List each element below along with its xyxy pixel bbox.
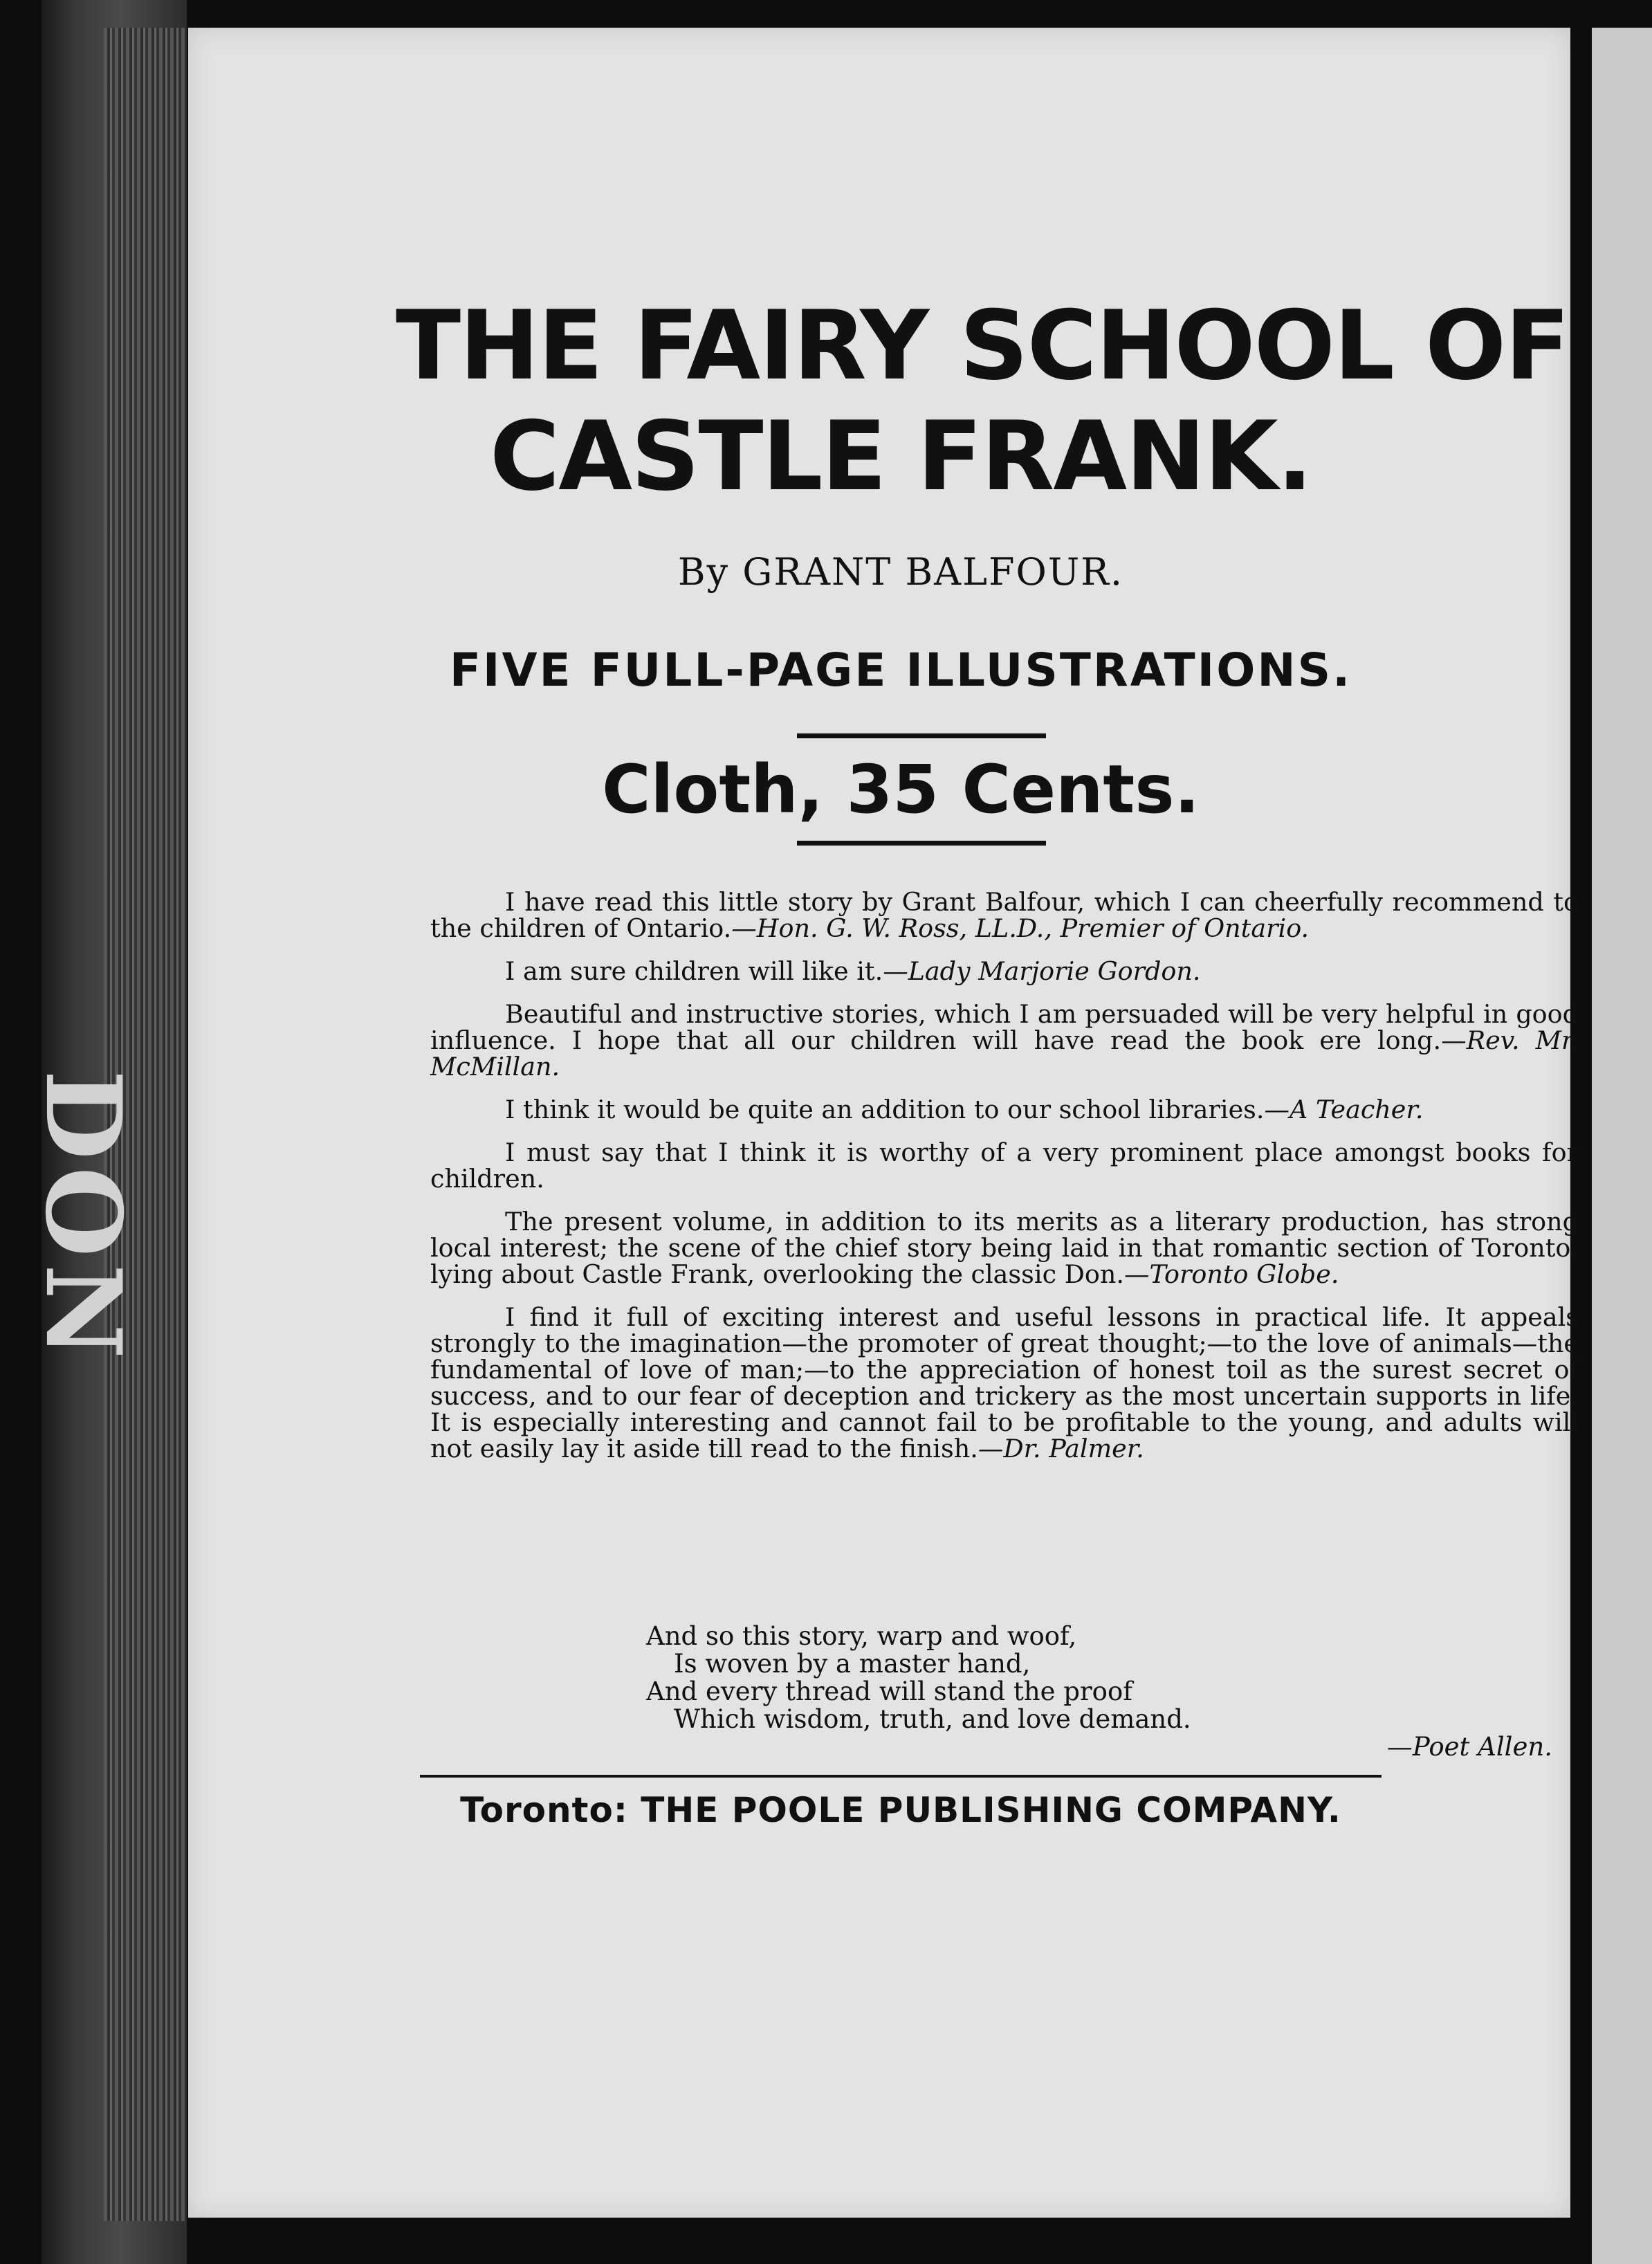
testimonial (430, 1001, 1579, 1080)
testimonial (430, 1209, 1579, 1288)
poem-attribution: —Poet Allen. (1386, 1732, 1552, 1762)
testimonial-source: —A Teacher. (1264, 1095, 1424, 1124)
poem-line: And every thread will stand the proof (646, 1677, 1132, 1706)
testimonial-text: I think it would be quite an addition to our school libraries. (505, 1095, 1265, 1124)
price-line: Cloth, 35 Cents. (602, 751, 1200, 828)
testimonial-text: I must say that I think it is worthy of a very prominent place amongst books for children. (430, 1138, 1579, 1194)
testimonial-source: —Hon. G. W. Ross, LL.D., Premier of Ontario. (731, 913, 1310, 943)
testimonial (430, 889, 1579, 942)
testimonial (430, 1140, 1579, 1192)
testimonial-source: —Dr. Palmer. (978, 1434, 1144, 1463)
testimonial-text: I have read this little story by Grant Balfour, which I can cheerfully recommend to the children of Ontario. (430, 887, 1579, 943)
spine-text: DON (22, 1070, 145, 1366)
author-line: By GRANT BALFOUR. (677, 550, 1124, 594)
testimonial (430, 1304, 1579, 1462)
testimonial (430, 958, 1579, 985)
publisher-line: Toronto: THE POOLE PUBLISHING COMPANY. (460, 1790, 1341, 1830)
testimonial-source: —Lady Marjorie Gordon. (883, 956, 1201, 986)
testimonial-text: Beautiful and instructive stories, which I am persuaded will be very helpful in good influence. I hope that all our children will have read the book ere long. (430, 999, 1579, 1055)
title-line-1: THE FAIRY SCHOOL OF (396, 290, 1569, 401)
testimonial-text: I find it full of exciting interest and useful lessons in practical life. It appeals strongly to the imagination—the promoter of great thought;—to the love of animals—the fundamental of love of man;—to the appreciation of honest toil as the surest secret of success, and to our fear of deception and trickery as the most uncertain supports in life. It is especially interesting and cannot fail to be profitable to the young, and adults will not easily lay it aside till read to the finish. (430, 1302, 1579, 1463)
poem-line: And so this story, warp and woof, (646, 1621, 1077, 1651)
testimonial-text: The present volume, in addition to its merits as a literary production, has strong local interest; the scene of the chief story being laid in that romantic section of Toronto, lying about Castle Frank, overlooking the classic Don. (430, 1207, 1579, 1289)
divider-rule-2 (797, 841, 1046, 846)
testimonial (430, 1097, 1579, 1123)
divider-rule-1 (797, 733, 1046, 738)
poem (646, 1623, 1552, 1761)
facing-page-edge (1581, 28, 1652, 2264)
book-title (396, 290, 1569, 512)
poem-line: Which wisdom, truth, and love demand. (674, 1704, 1191, 1734)
title-line-2: CASTLE FRANK. (489, 401, 1312, 512)
testimonial-source: —Rev. Mr. McMillan. (430, 1025, 1579, 1081)
testimonial-text: I am sure children will like it. (505, 956, 883, 986)
poem-line: Is woven by a master hand, (674, 1649, 1031, 1679)
illustrations-line: FIVE FULL-PAGE ILLUSTRATIONS. (449, 643, 1352, 697)
footer-rule (420, 1775, 1382, 1778)
testimonial-source: —Toronto Globe. (1123, 1259, 1339, 1289)
spine-label (21, 1052, 145, 1384)
testimonials (430, 889, 1579, 1479)
advertisement-page (188, 28, 1579, 2218)
